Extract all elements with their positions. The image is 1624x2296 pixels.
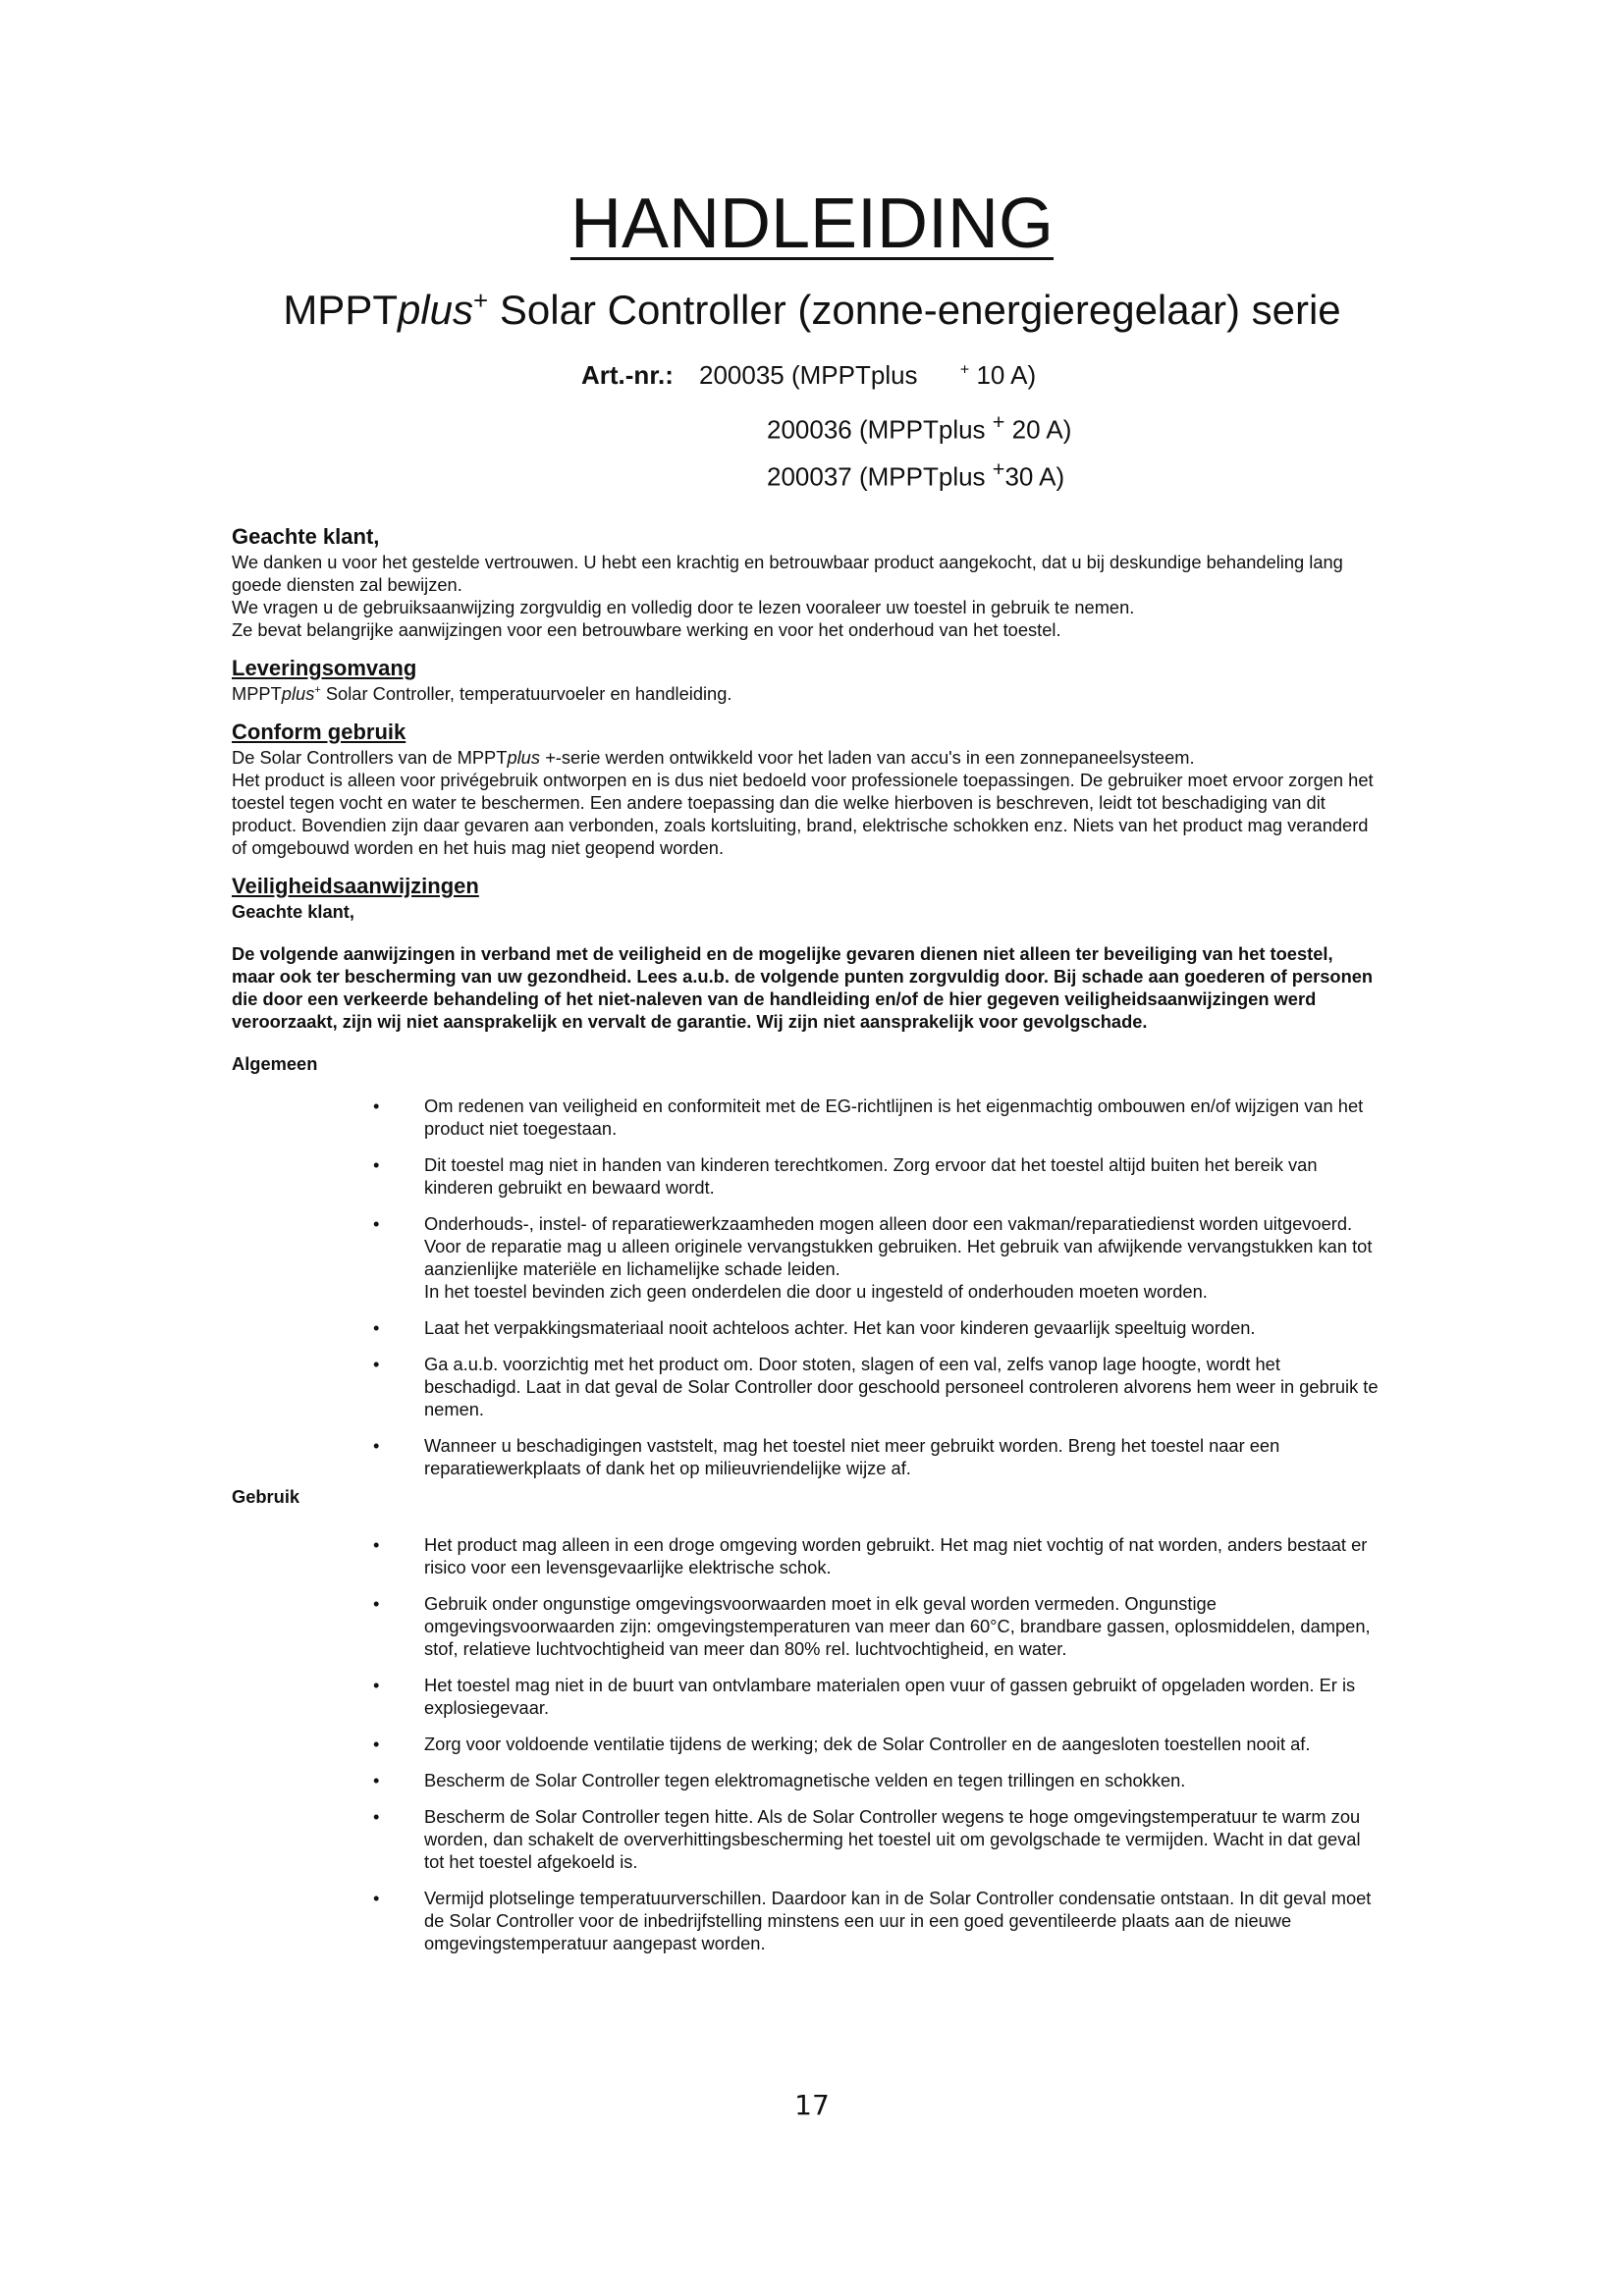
list-item: • Ga a.u.b. voorzichtig met het product om. Door stoten, slagen of een val, zelfs vanop lage hoogte, wordt het beschadigd. Laat in dat geval de Solar Controller door geschoold personeel controleren alvorens hem weer in gebruik te nemen. (373, 1354, 1379, 1419)
page-number: 17 (794, 2089, 830, 2121)
art-nr-row-3: 200037 (MPPTplus +30 A) (767, 456, 1065, 492)
gebruik-heading: Gebruik (232, 1486, 300, 1507)
bullet-icon: • (373, 1095, 380, 1116)
greeting-paragraph-1: We danken u voor het gestelde vertrouwen. U hebt een krachtig en betrouwbaar product aangekocht, dat u bij deskundige behandeling lang goede diensten zal bewijzen. (232, 552, 1343, 595)
veiligheid-greeting: Geachte klant, (232, 901, 354, 922)
list-item: • Om redenen van veiligheid en conformiteit met de EG-richtlijnen is het eigenmachtig ombouwen en/of wijzigen van het product niet toegestaan. (373, 1095, 1364, 1139)
bullet-icon: • (373, 1806, 380, 1827)
algemeen-list (232, 1095, 1380, 1479)
document-title: HANDLEIDING (569, 185, 1055, 263)
list-item: • Het product mag alleen in een droge omgeving worden gebruikt. Het mag niet vochtig of nat worden, anders bestaat er risico voor een levensgevaarlijke elektrische schok. (373, 1534, 1368, 1577)
levering-heading: Leveringsomvang (232, 656, 417, 680)
list-item: • Laat het verpakkingsmateriaal nooit achteloos achter. Het kan voor kinderen gevaarlijk speeltuig worden. (373, 1317, 1256, 1338)
bullet-icon: • (373, 1734, 380, 1754)
veiligheid-heading: Veiligheidsaanwijzingen (232, 874, 479, 898)
veiligheid-warning: De volgende aanwijzingen in verband met de veiligheid en de mogelijke gevaren dienen niet alleen ter beveiliging van het toestel, maar ook ter bescherming van uw gezondheid. Lees a.u.b. de volgende punten zorgvuldig door. Bij schade aan goederen of personen die door een verkeerde behandeling of het niet-naleven van de handleiding en/of de hier gegeven veiligheidsaanwijzingen werd veroorzaakt, zijn wij niet aansprakelijk en vervalt de garantie. Wij zijn niet aansprakelijk voor gevolgschade. (232, 943, 1374, 1032)
bullet-icon: • (373, 1675, 380, 1695)
conform-paragraph: Het product is alleen voor privégebruik ontworpen en is dus niet bedoeld voor professionele toepassingen. De gebruiker moet ervoor zorgen het toestel tegen vocht en water te beschermen. Een andere toepassing dan die welke hierboven is beschreven, leidt tot beschadiging van dit product. Bovendien zijn daar gevaren aan verbonden, zoals kortsluiting, brand, elektrische schokken enz. Niets van het product mag veranderd of omgebouwd worden en het huis mag niet geopend worden. (232, 770, 1374, 858)
art-nr-row-2: 200036 (MPPTplus + 20 A) (767, 409, 1072, 445)
bullet-icon: • (373, 1154, 380, 1175)
conform-heading: Conform gebruik (232, 720, 406, 744)
levering-text: MPPTplus+ Solar Controller, temperatuurvoeler en handleiding. (232, 683, 732, 704)
greeting-paragraph-3: Ze bevat belangrijke aanwijzingen voor een betrouwbare werking en voor het onderhoud van het toestel. (232, 619, 1061, 640)
greeting-heading: Geachte klant, (232, 524, 380, 549)
list-item: • Onderhouds-, instel- of reparatiewerkzaamheden mogen alleen door een vakman/reparatiedienst worden uitgevoerd. Voor de reparatie mag u alleen originele vervangstukken gebruiken. Het gebruik van afwijkende vervangstukken kan tot aanzienlijke materiële en lichamelijke schade leiden. In het toestel bevinden zich geen onderdelen die door u ingesteld of onderhouden moeten worden. (373, 1213, 1373, 1302)
art-nr-row-1: Art.-nr.: 200035 (MPPTplus + 10 A) (581, 360, 1037, 390)
list-item: • Bescherm de Solar Controller tegen elektromagnetische velden en tegen trillingen en schokken. (373, 1770, 1186, 1790)
bullet-icon: • (373, 1354, 380, 1374)
bullet-icon: • (373, 1888, 380, 1908)
document-body (232, 523, 1380, 1968)
list-item: • Bescherm de Solar Controller tegen hitte. Als de Solar Controller wegens te hoge omgevingstemperatuur te warm zou worden, dan schakelt de oververhittingsbescherming het toestel uit om gevolgschade te vermijden. Wacht in dat geval tot het toestel afgekoeld is. (373, 1806, 1361, 1872)
list-item: • Zorg voor voldoende ventilatie tijdens de werking; dek de Solar Controller en de aangesloten toestellen nooit af. (373, 1734, 1311, 1754)
conform-line-1: De Solar Controllers van de MPPTplus +-serie werden ontwikkeld voor het laden van accu's in een zonnepaneelsysteem. (232, 747, 1195, 768)
greeting-paragraph-2: We vragen u de gebruiksaanwijzing zorgvuldig en volledig door te lezen vooraleer uw toestel in gebruik te nemen. (232, 597, 1135, 617)
bullet-icon: • (373, 1534, 380, 1555)
list-item: • Gebruik onder ongunstige omgevingsvoorwaarden moet in elk geval worden vermeden. Ongunstige omgevingsvoorwaarden zijn: omgevingstemperaturen van meer dan 60°C, brandbare gassen, oplosmiddelen, dampen, stof, relatieve luchtvochtigheid van meer dan 80% rel. luchtvochtigheid, en water. (373, 1593, 1371, 1659)
bullet-icon: • (373, 1435, 380, 1456)
bullet-icon: • (373, 1317, 380, 1338)
list-item: • Wanneer u beschadigingen vaststelt, mag het toestel niet meer gebruikt worden. Breng het toestel naar een reparatiewerkplaats of dank het op milieuvriendelijke wijze af. (373, 1435, 1280, 1478)
bullet-icon: • (373, 1770, 380, 1790)
list-item: • Het toestel mag niet in de buurt van ontvlambare materialen open vuur of gassen gebruikt of opgeladen worden. Er is explosiegevaar. (373, 1675, 1356, 1718)
gebruik-list (232, 1533, 1380, 1954)
art-nr-label: Art.-nr.: (581, 360, 674, 390)
list-item: • Vermijd plotselinge temperatuurverschillen. Daardoor kan in de Solar Controller condensatie ontstaan. In dit geval moet de Solar Controller voor de inbedrijfstelling minstens een uur in een goed geventileerde plaats aan de nieuwe omgevingstemperatuur aangepast worden. (373, 1888, 1372, 1953)
algemeen-heading: Algemeen (232, 1053, 318, 1074)
bullet-icon: • (373, 1593, 380, 1614)
document-subtitle: MPPTplus+ Solar Controller (zonne-energieregelaar) serie (283, 286, 1341, 333)
bullet-icon: • (373, 1213, 380, 1234)
list-item: • Dit toestel mag niet in handen van kinderen terechtkomen. Zorg ervoor dat het toestel altijd buiten het bereik van kinderen gebruikt en bewaard wordt. (373, 1154, 1318, 1198)
